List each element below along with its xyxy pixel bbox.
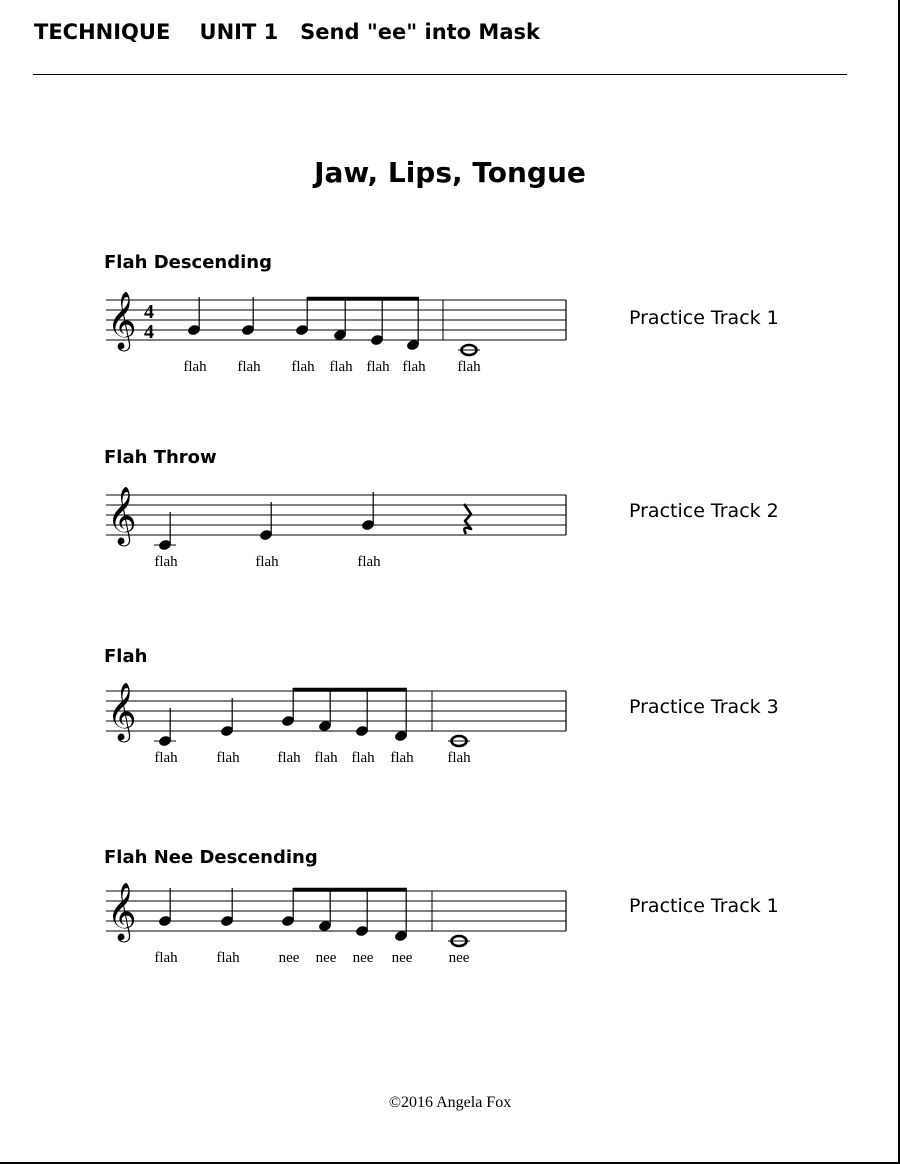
unit-header: TECHNIQUE UNIT 1 Send "ee" into Mask — [34, 20, 540, 44]
lyric-syllable: nee — [315, 950, 337, 966]
header-divider — [33, 74, 847, 75]
exercise-2-title: Flah Throw — [104, 447, 217, 468]
lyric-syllable: flah — [291, 359, 315, 375]
lyric-syllable: flah — [154, 554, 178, 570]
lyric-syllable: flah — [216, 950, 240, 966]
treble-clef: 𝄞 — [107, 882, 137, 940]
quarter-rest — [464, 504, 471, 534]
treble-clef: 𝄞 — [107, 486, 137, 544]
exercise-3-practice-track[interactable]: Practice Track 3 — [629, 696, 779, 718]
lyric-syllable: flah — [366, 359, 390, 375]
lyric-syllable: flah — [457, 359, 481, 375]
lyric-syllable: flah — [154, 950, 178, 966]
lyric-syllable: flah — [154, 750, 178, 766]
time-signature-bottom: 4 — [144, 321, 154, 343]
lyric-syllable: flah — [390, 750, 414, 766]
exercise-4-practice-track[interactable]: Practice Track 1 — [629, 895, 779, 917]
lyric-syllable: nee — [352, 950, 374, 966]
lyric-syllable: flah — [329, 359, 353, 375]
lyric-syllable: flah — [255, 554, 279, 570]
treble-clef: 𝄞 — [107, 291, 137, 349]
exercise-1-practice-track[interactable]: Practice Track 1 — [629, 307, 779, 329]
time-signature-top: 4 — [144, 301, 154, 323]
lyric-syllable: flah — [314, 750, 338, 766]
exercise-4-staff — [0, 865, 900, 975]
lyric-syllable: flah — [357, 554, 381, 570]
exercise-3-staff — [0, 665, 900, 775]
exercise-3-title: Flah — [104, 646, 148, 667]
lyric-syllable: flah — [447, 750, 471, 766]
exercise-2-staff — [0, 469, 900, 579]
lyric-syllable: flah — [237, 359, 261, 375]
page-title: Jaw, Lips, Tongue — [314, 156, 586, 189]
exercise-1-staff — [0, 274, 900, 384]
exercise-4-title: Flah Nee Descending — [104, 847, 318, 868]
exercise-1-title: Flah Descending — [104, 252, 273, 273]
lyric-syllable: nee — [278, 950, 300, 966]
lyric-syllable: flah — [351, 750, 375, 766]
copyright-notice: ©2016 Angela Fox — [388, 1094, 512, 1111]
lyric-syllable: nee — [391, 950, 413, 966]
lyric-syllable: flah — [183, 359, 207, 375]
exercise-2-practice-track[interactable]: Practice Track 2 — [629, 500, 779, 522]
treble-clef: 𝄞 — [107, 682, 137, 740]
lyric-syllable: flah — [402, 359, 426, 375]
lyric-syllable: flah — [216, 750, 240, 766]
lyric-syllable: flah — [277, 750, 301, 766]
lyric-syllable: nee — [448, 950, 470, 966]
